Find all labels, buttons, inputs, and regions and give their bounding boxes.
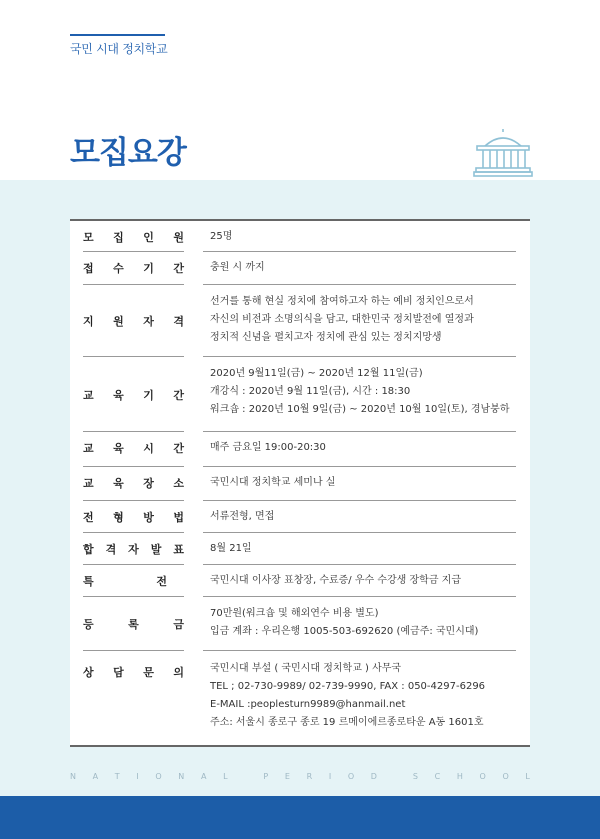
row-value-line: 정치적 신념을 펼치고자 정치에 관심 있는 정치지망생 [210, 332, 442, 343]
footer-tagline-letter: I [328, 772, 332, 781]
assembly-building-icon [473, 128, 533, 180]
row-value [210, 259, 265, 277]
footer-tagline-letter: L [525, 772, 530, 781]
table-row [70, 285, 530, 357]
row-label-char: 인 [143, 231, 154, 244]
content-panel [0, 180, 600, 796]
row-value-line: 매주 금요일 19:00-20:30 [210, 442, 326, 453]
row-label-char: 특 [83, 575, 94, 588]
row-label [83, 229, 184, 245]
row-value-line: 국민시대 정치학교 세미나 실 [210, 477, 336, 488]
row-value [210, 605, 478, 641]
recruitment-table [70, 219, 530, 747]
row-label-char: 격 [173, 315, 184, 328]
row-value-line: 25명 [210, 231, 233, 242]
row-value-line: E-MAIL :peoplesturn9989@hanmail.net [210, 699, 406, 710]
row-label-char: 등 [83, 618, 94, 631]
row-value [210, 439, 326, 457]
table-row [70, 565, 530, 597]
row-value-line: TEL ; 02-730-9989/ 02-739-9990, FAX : 050-4297-6296 [210, 681, 486, 692]
row-value [210, 365, 509, 419]
row-label-char: 합 [83, 543, 94, 556]
row-label [83, 509, 184, 525]
row-value [210, 540, 252, 558]
footer-tagline-letter: P [263, 772, 269, 781]
row-label-char: 법 [173, 511, 184, 524]
row-label-char: 간 [173, 389, 184, 402]
row-value [210, 228, 232, 246]
footer-tagline-letter: T [114, 772, 120, 781]
footer-tagline-letter: O [347, 772, 355, 781]
footer-tagline-letter: L [223, 772, 228, 781]
table-row [70, 533, 530, 565]
row-label-char: 문 [143, 666, 154, 679]
row-label-char: 집 [113, 231, 124, 244]
brand-underline [70, 34, 165, 36]
table-row [70, 357, 530, 432]
footer-tagline-letter: I [136, 772, 139, 781]
row-label-char: 원 [173, 231, 184, 244]
row-label-char: 금 [173, 618, 184, 631]
row-label [83, 573, 167, 589]
row-label [83, 313, 184, 329]
row-label-char: 모 [83, 231, 94, 244]
row-label-char: 지 [83, 315, 94, 328]
row-label [83, 387, 184, 403]
footer-tagline-letter: D [370, 772, 377, 781]
row-value-line: 70만원(워크숍 및 해외연수 비용 별도) [210, 608, 379, 619]
footer-bar [0, 796, 600, 839]
row-label [83, 475, 184, 491]
header-area [0, 0, 600, 180]
footer-tagline-letter: O [502, 772, 509, 781]
row-label-char: 담 [113, 666, 124, 679]
row-label [83, 664, 184, 680]
footer-tagline-letter: N [178, 772, 185, 781]
row-label-char: 기 [143, 389, 154, 402]
footer-tagline-letter [394, 772, 397, 781]
row-label-char: 간 [173, 262, 184, 275]
row-label-char: 격 [105, 543, 117, 556]
row-label-char: 장 [143, 477, 154, 490]
footer-tagline-letter: O [155, 772, 162, 781]
footer-tagline-letter: S [412, 772, 418, 781]
row-label-char: 교 [83, 442, 94, 455]
row-label-char: 자 [143, 315, 154, 328]
row-value-line: 서류전형, 면접 [210, 511, 275, 522]
brand-name: 국민 시대 정치학교 [70, 42, 168, 56]
row-label-char: 방 [143, 511, 154, 524]
row-label [83, 616, 184, 632]
footer-tagline-letter: C [434, 772, 441, 781]
footer-tagline-letter: R [306, 772, 313, 781]
row-label-char: 전 [156, 575, 167, 588]
row-value-line: 워크숍 : 2020년 10월 9일(금) ~ 2020년 10월 10일(토), 경남붕하 [210, 404, 510, 415]
row-value-line: 개강식 : 2020년 9월 11일(금), 시간 : 18:30 [210, 386, 411, 397]
table-row [70, 432, 530, 467]
table-row [70, 252, 530, 285]
row-value-line: 입금 계좌 : 우리은행 1005-503-692620 (예금주: 국민시대) [210, 626, 479, 637]
row-value-line: 충원 시 까지 [210, 262, 265, 273]
row-label-char: 육 [113, 389, 124, 402]
row-label-char: 전 [83, 511, 94, 524]
footer-tagline-letter: A [92, 772, 99, 781]
row-label-char: 기 [143, 262, 154, 275]
row-label [83, 260, 184, 276]
row-label-char: 간 [173, 442, 184, 455]
footer-tagline-letter [244, 772, 247, 781]
page-title: 모집요강 [70, 135, 186, 171]
row-value [210, 293, 474, 347]
row-label-char: 형 [113, 511, 124, 524]
table-row [70, 467, 530, 501]
footer-tagline-letter: E [284, 772, 290, 781]
row-label-char: 상 [83, 666, 94, 679]
footer-tagline-letter: H [456, 772, 463, 781]
table-row [70, 597, 530, 651]
row-label-char: 수 [113, 262, 124, 275]
row-value-line: 주소: 서울시 종로구 종로 19 르메이에르종로타운 A동 1601호 [210, 717, 484, 728]
row-label-char: 발 [150, 543, 162, 556]
footer-tagline [70, 772, 530, 781]
row-label [83, 541, 184, 557]
row-value-line: 국민시대 부설 ( 국민시대 정치학교 ) 사무국 [210, 663, 402, 674]
table-row [70, 221, 530, 252]
row-label-char: 육 [113, 442, 124, 455]
row-value-line: 8월 21일 [210, 543, 252, 554]
footer-tagline-letter: N [70, 772, 76, 781]
table-row [70, 501, 530, 533]
row-label-char: 접 [83, 262, 94, 275]
row-value-line: 2020년 9월11일(금) ~ 2020년 12월 11일(금) [210, 368, 423, 379]
row-value [210, 572, 461, 590]
row-label-char: 교 [83, 389, 94, 402]
row-label-char: 시 [143, 442, 154, 455]
table-row [70, 651, 530, 747]
row-value-line: 자신의 비전과 소명의식을 담고, 대한민국 정치발전에 열정과 [210, 314, 474, 325]
row-label-char: 소 [173, 477, 184, 490]
row-label [83, 440, 184, 456]
footer-tagline-letter: O [479, 772, 486, 781]
row-label-char: 육 [113, 477, 124, 490]
row-label-char: 자 [128, 543, 139, 556]
row-label-char: 교 [83, 477, 94, 490]
footer-tagline-letter: A [200, 772, 207, 781]
row-value [210, 508, 274, 526]
row-label-char: 록 [128, 618, 139, 631]
row-value [210, 660, 485, 732]
row-label-char: 표 [173, 543, 184, 556]
row-label-char: 원 [113, 315, 124, 328]
row-value [210, 474, 335, 492]
row-label-char: 의 [173, 666, 184, 679]
row-value-line: 선거를 통해 현실 정치에 참여하고자 하는 예비 정치인으로서 [210, 296, 474, 307]
row-value-line: 국민시대 이사장 표창장, 수료증/ 우수 수강생 장학금 지급 [210, 575, 461, 586]
